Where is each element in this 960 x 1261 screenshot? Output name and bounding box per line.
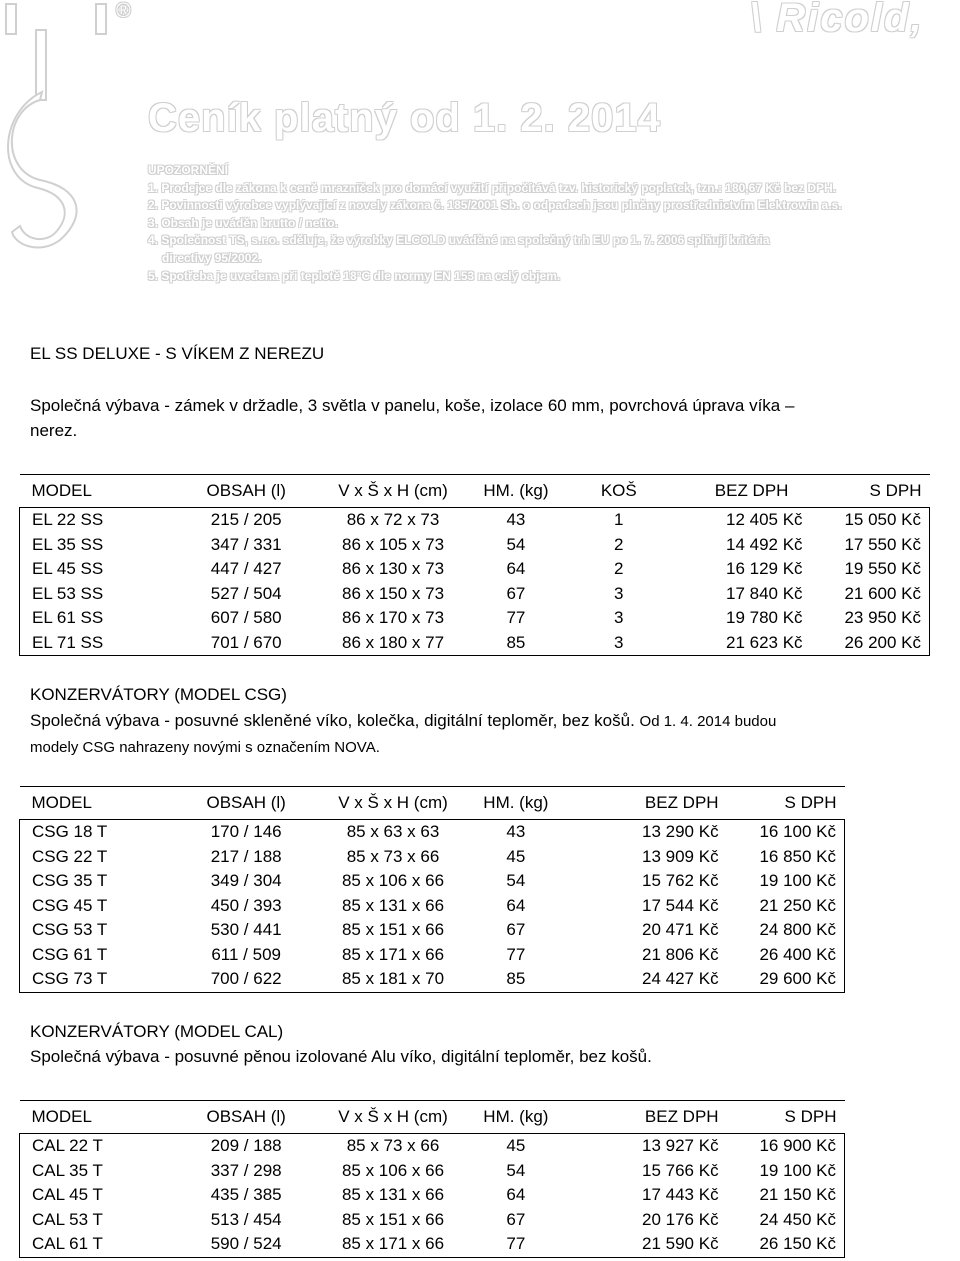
cell-weight: 77 <box>467 1232 565 1257</box>
cell-price-net: 16 129 Kč <box>726 559 803 578</box>
cell-weight: 77 <box>506 944 526 964</box>
cell-weight: 45 <box>506 846 526 866</box>
notice-item: 3. Obsah je uváděn brutto / netto. <box>148 215 339 230</box>
column-header: BEZ DPH <box>644 1107 719 1126</box>
cell-price-gross: 19 100 Kč <box>719 1159 845 1184</box>
cell-dimensions: 86 x 105 x 73 <box>341 534 445 554</box>
cell-model: EL 53 SS <box>20 582 174 607</box>
cell-price-net: 17 544 Kč <box>642 895 719 915</box>
equipment-text: Společná výbava - posuvné skleněné víko, kolečka, digitální teploměr, bez košů. <box>30 711 635 730</box>
cell-model: CSG 61 T <box>20 943 174 968</box>
table-row <box>20 582 930 607</box>
cell-price-net: 12 405 Kč <box>673 508 803 533</box>
cell-dimensions: 85 x 73 x 66 <box>319 1134 467 1159</box>
section-equipment-cal: Společná výbava - posuvné pěnou izolované Alu víko, digitální teploměr, bez košů. <box>30 1047 652 1066</box>
table-row <box>20 820 845 845</box>
table-header-row <box>20 787 845 820</box>
company-logo-icon <box>0 0 130 260</box>
notice-item: directivy 95/2002. <box>162 250 262 265</box>
cell-price-gross: 15 050 Kč <box>803 508 930 533</box>
cell-model: EL 61 SS <box>20 606 174 631</box>
cell-weight: 67 <box>506 1209 526 1229</box>
cell-dimensions: 86 x 72 x 73 <box>319 508 467 533</box>
cell-baskets: 3 <box>565 631 673 656</box>
cell-volume: 701 / 670 <box>173 631 319 656</box>
cell-price-gross: 16 100 Kč <box>719 820 845 845</box>
cell-dimensions: 85 x 171 x 66 <box>341 944 445 964</box>
cell-weight: 45 <box>467 1134 565 1159</box>
column-header: BEZ DPH <box>714 481 789 500</box>
notice-item: 1. Prodejce dle zákona k ceně mrazniček pro domácí využití připočítává tzv. historický poplatek, tzn.: 180,67 Kč bez DPH. <box>148 180 837 195</box>
cell-dimensions: 86 x 130 x 73 <box>341 559 445 578</box>
cell-weight: 77 <box>506 608 526 627</box>
cell-weight: 67 <box>506 920 526 939</box>
cell-model: CAL 35 T <box>20 1159 174 1184</box>
cell-volume: 611 / 509 <box>211 944 281 964</box>
cell-weight: 43 <box>467 508 565 533</box>
equipment-line: nerez. <box>30 421 78 440</box>
cell-price-net: 15 766 Kč <box>642 1160 719 1180</box>
column-header: KOŠ <box>600 481 637 500</box>
cell-model: CAL 61 T <box>20 1232 174 1257</box>
table-header-row <box>20 1101 845 1134</box>
cell-baskets: 2 <box>614 534 624 554</box>
column-header: S DPH <box>784 793 837 812</box>
cell-model: CAL 22 T <box>20 1134 174 1159</box>
cell-model: EL 45 SS <box>20 557 174 582</box>
column-header: OBSAH (l) <box>206 793 286 812</box>
cell-weight: 85 <box>467 631 565 656</box>
cell-dimensions: 85 x 106 x 66 <box>341 871 445 890</box>
cell-price-net: 15 762 Kč <box>642 871 719 890</box>
cell-price-net: 13 290 Kč <box>565 820 719 845</box>
column-header: S DPH <box>869 481 922 500</box>
cell-volume: 607 / 580 <box>210 608 282 627</box>
cell-weight: 54 <box>506 1160 526 1180</box>
notice-block <box>148 162 948 285</box>
table-row <box>20 967 845 992</box>
page-header <box>0 0 960 290</box>
cell-model: CSG 73 T <box>20 967 174 992</box>
cell-model: EL 71 SS <box>20 631 174 656</box>
cell-volume: 215 / 205 <box>173 508 319 533</box>
table-row <box>20 869 845 894</box>
cell-price-gross: 23 950 Kč <box>803 606 930 631</box>
column-header: HM. (kg) <box>483 1107 549 1126</box>
table-row <box>20 508 930 533</box>
equipment-note: Od 1. 4. 2014 budou <box>639 713 777 730</box>
cell-volume: 337 / 298 <box>210 1160 282 1180</box>
cell-price-net: 17 840 Kč <box>726 583 803 603</box>
cell-weight: 54 <box>506 534 526 554</box>
section-title-el-ss: EL SS DELUXE - S VÍKEM Z NEREZU <box>30 344 325 363</box>
table-row <box>20 1159 845 1184</box>
cell-price-gross: 17 550 Kč <box>803 533 930 558</box>
column-header: MODEL <box>31 481 92 500</box>
column-header: BEZ DPH <box>644 793 719 812</box>
table-row <box>20 1232 845 1257</box>
cell-price-net: 21 806 Kč <box>642 944 719 964</box>
cell-dimensions: 85 x 106 x 66 <box>341 1160 445 1180</box>
notice-title: UPOZORNĚNÍ <box>148 163 229 177</box>
cell-model: CSG 22 T <box>20 845 174 870</box>
cell-volume: 209 / 188 <box>173 1134 319 1159</box>
column-header: V x Š x H (cm) <box>338 793 448 812</box>
cell-volume: 349 / 304 <box>210 871 282 890</box>
equipment-note: modely CSG nahrazeny novými s označením NOVA. <box>30 739 380 756</box>
cell-price-net: 13 927 Kč <box>565 1134 719 1159</box>
cell-weight: 64 <box>506 895 526 915</box>
cell-price-gross: 16 850 Kč <box>719 845 845 870</box>
column-header: S DPH <box>784 1107 837 1126</box>
cell-price-net: 21 623 Kč <box>673 631 803 656</box>
cell-weight: 67 <box>506 583 526 603</box>
table-row <box>20 1183 845 1208</box>
cell-price-gross: 19 100 Kč <box>719 869 845 894</box>
column-header: MODEL <box>31 793 92 812</box>
cell-dimensions: 86 x 180 x 77 <box>319 631 467 656</box>
cell-weight: 85 <box>467 967 565 992</box>
cell-model: CSG 18 T <box>20 820 174 845</box>
cell-model: CAL 53 T <box>20 1208 174 1233</box>
cell-dimensions: 86 x 150 x 73 <box>341 583 445 603</box>
cell-price-gross: 26 200 Kč <box>803 631 930 656</box>
column-header: V x Š x H (cm) <box>338 481 448 500</box>
cell-model: CSG 45 T <box>20 894 174 919</box>
price-table-cal <box>19 1100 845 1258</box>
cell-volume: 700 / 622 <box>173 967 319 992</box>
equipment-line: Společná výbava - zámek v držadle, 3 světla v panelu, koše, izolace 60 mm, povrchová úprava víka – <box>30 396 795 415</box>
cell-dimensions: 85 x 171 x 66 <box>319 1232 467 1257</box>
section-title-cal: KONZERVÁTORY (MODEL CAL) <box>30 1022 284 1041</box>
table-row <box>20 1208 845 1233</box>
cell-volume: 447 / 427 <box>210 559 282 578</box>
table-row <box>20 1134 845 1159</box>
column-header: HM. (kg) <box>483 793 549 812</box>
cell-weight: 64 <box>506 559 526 578</box>
cell-price-net: 24 427 Kč <box>565 967 719 992</box>
cell-volume: 590 / 524 <box>173 1232 319 1257</box>
cell-dimensions: 85 x 131 x 66 <box>341 895 445 915</box>
brand-logo-text: \ Ricold, <box>750 0 924 40</box>
cell-price-net: 20 176 Kč <box>642 1209 719 1229</box>
cell-price-gross: 26 400 Kč <box>719 943 845 968</box>
cell-price-net: 13 909 Kč <box>642 846 719 866</box>
notice-item: 5. Spotřeba je uvedena při teplotě 18°C dle normy EN 153 na celý objem. <box>148 268 561 283</box>
cell-volume: 527 / 504 <box>210 583 282 603</box>
cell-price-gross: 29 600 Kč <box>719 967 845 992</box>
column-header: HM. (kg) <box>483 481 549 500</box>
cell-price-net: 21 590 Kč <box>565 1232 719 1257</box>
cell-weight: 64 <box>506 1185 526 1204</box>
cell-weight: 54 <box>506 871 526 890</box>
cell-dimensions: 86 x 170 x 73 <box>341 608 445 627</box>
cell-price-net: 17 443 Kč <box>642 1185 719 1204</box>
cell-model: EL 35 SS <box>20 533 174 558</box>
cell-price-gross: 21 250 Kč <box>719 894 845 919</box>
section-equipment-el-ss <box>30 393 930 443</box>
price-table-el-ss <box>19 474 930 656</box>
cell-baskets: 3 <box>614 583 624 603</box>
table-row <box>20 845 845 870</box>
cell-model: CSG 53 T <box>20 918 174 943</box>
cell-model: CAL 45 T <box>20 1183 174 1208</box>
cell-price-net: 19 780 Kč <box>726 608 803 627</box>
section-equipment-csg <box>30 708 930 761</box>
column-header: MODEL <box>31 1107 92 1126</box>
cell-dimensions: 85 x 131 x 66 <box>341 1185 445 1204</box>
cell-baskets: 2 <box>614 559 624 578</box>
notice-item: 4. Společnost TS, s.r.o. sděluje, že výrobky ELCOLD uváděné na společný trh EU po 1. 7. 2006 splňují kritéria <box>148 233 770 248</box>
cell-price-gross: 24 800 Kč <box>719 918 845 943</box>
cell-price-gross: 19 550 Kč <box>803 557 930 582</box>
cell-model: CSG 35 T <box>20 869 174 894</box>
cell-dimensions: 85 x 63 x 63 <box>319 820 467 845</box>
cell-price-gross: 16 900 Kč <box>719 1134 845 1159</box>
cell-price-gross: 21 150 Kč <box>719 1183 845 1208</box>
cell-baskets: 3 <box>614 608 624 627</box>
table-row <box>20 606 930 631</box>
table-row <box>20 943 845 968</box>
notice-item: 2. Povinnosti výrobce vyplývající z novely zákona č. 185/2001 Sb. o odpadech jsou plněny prostřednictvím Elektrowin a.s. <box>148 198 842 213</box>
price-list-title: Ceník platný od 1. 2. 2014 <box>148 96 661 140</box>
cell-volume: 450 / 393 <box>210 895 282 915</box>
cell-dimensions: 85 x 181 x 70 <box>319 967 467 992</box>
cell-volume: 170 / 146 <box>173 820 319 845</box>
cell-dimensions: 85 x 73 x 66 <box>346 846 440 866</box>
cell-dimensions: 85 x 151 x 66 <box>341 1209 445 1229</box>
cell-weight: 43 <box>467 820 565 845</box>
cell-price-gross: 21 600 Kč <box>803 582 930 607</box>
column-header: OBSAH (l) <box>206 1107 286 1126</box>
section-title-csg: KONZERVÁTORY (MODEL CSG) <box>30 685 287 704</box>
price-table-csg <box>19 786 845 993</box>
cell-volume: 513 / 454 <box>210 1209 282 1229</box>
registered-mark: ® <box>116 0 131 22</box>
cell-price-net: 14 492 Kč <box>726 534 803 554</box>
cell-model: EL 22 SS <box>20 508 174 533</box>
cell-price-net: 20 471 Kč <box>642 920 719 939</box>
table-row <box>20 557 930 582</box>
cell-volume: 217 / 188 <box>210 846 282 866</box>
column-header: V x Š x H (cm) <box>338 1107 448 1126</box>
cell-volume: 347 / 331 <box>210 534 282 554</box>
cell-volume: 530 / 441 <box>210 920 282 939</box>
column-header: OBSAH (l) <box>206 481 286 500</box>
table-row <box>20 918 845 943</box>
table-header-row <box>20 475 930 508</box>
cell-price-gross: 24 450 Kč <box>719 1208 845 1233</box>
table-row <box>20 894 845 919</box>
cell-price-gross: 26 150 Kč <box>719 1232 845 1257</box>
cell-dimensions: 85 x 151 x 66 <box>341 920 445 939</box>
table-row <box>20 533 930 558</box>
cell-baskets: 1 <box>565 508 673 533</box>
table-row <box>20 631 930 656</box>
cell-volume: 435 / 385 <box>210 1185 282 1204</box>
